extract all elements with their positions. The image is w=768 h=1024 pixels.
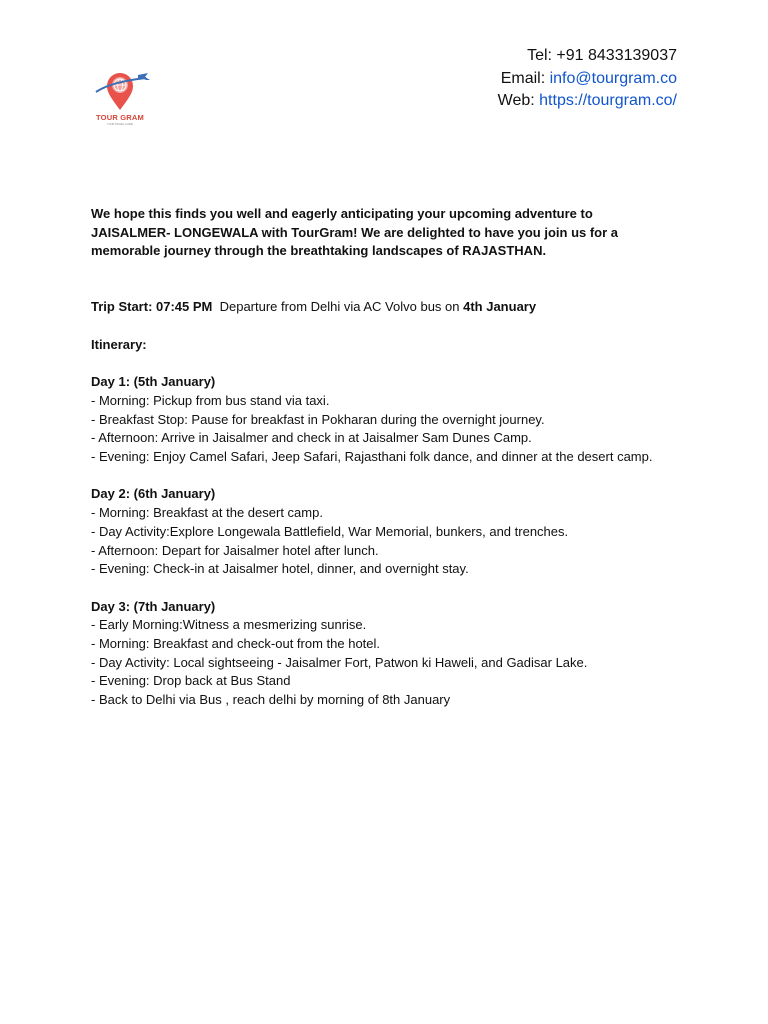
logo-pin-plane-icon bbox=[88, 66, 152, 116]
day-section bbox=[91, 485, 671, 579]
list-item: - Early Morning:Witness a mesmerizing sunrise. bbox=[91, 617, 367, 633]
email-link[interactable]: info@tourgram.co bbox=[549, 69, 677, 87]
list-item: - Afternoon: Arrive in Jaisalmer and check in at Jaisalmer Sam Dunes Camp. bbox=[91, 430, 532, 446]
day-title: Day 3: (7th January) bbox=[91, 598, 216, 614]
website-link[interactable]: https://tourgram.co/ bbox=[539, 92, 677, 109]
day-section bbox=[91, 598, 671, 710]
list-item: - Evening: Drop back at Bus Stand bbox=[91, 673, 291, 689]
list-item: - Evening: Enjoy Camel Safari, Jeep Safari, Rajasthani folk dance, and dinner at the desert camp. bbox=[91, 449, 653, 465]
trip-start-line bbox=[91, 298, 671, 317]
intro-paragraph: We hope this finds you well and eagerly anticipating your upcoming adventure to JAISALMER- LONGEWALA with TourGram! We are delighted to have you join us for a memorable journey through the breathtaking landscapes of RAJASTHAN. bbox=[91, 206, 619, 259]
contact-tel-row bbox=[498, 45, 677, 68]
list-item: - Day Activity:Explore Longewala Battlefield, War Memorial, bunkers, and trenches. bbox=[91, 523, 569, 539]
contact-block bbox=[498, 45, 677, 113]
tourgram-logo bbox=[88, 66, 152, 128]
list-item: - Back to Delhi via Bus , reach delhi by morning of 8th January bbox=[91, 692, 451, 708]
contact-web-row bbox=[498, 90, 677, 113]
day-section bbox=[91, 373, 671, 467]
list-item: - Afternoon: Depart for Jaisalmer hotel after lunch. bbox=[91, 542, 379, 558]
trip-start-date: 4th January bbox=[463, 299, 537, 315]
list-item: - Evening: Check-in at Jaisalmer hotel, dinner, and overnight stay. bbox=[91, 561, 469, 577]
tel-label: Tel: bbox=[527, 47, 557, 64]
list-item: - Morning: Breakfast and check-out from the hotel. bbox=[91, 636, 381, 652]
web-label: Web: bbox=[497, 92, 540, 109]
list-item: - Morning: Pickup from bus stand via taxi. bbox=[91, 392, 330, 408]
day-title: Day 2: (6th January) bbox=[91, 486, 216, 502]
letter-body bbox=[91, 205, 671, 710]
day-title: Day 1: (5th January) bbox=[91, 374, 216, 390]
contact-email-row bbox=[498, 68, 677, 91]
list-item: - Day Activity: Local sightseeing - Jaisalmer Fort, Patwon ki Haweli, and Gadisar Lake. bbox=[91, 654, 588, 670]
email-label: Email: bbox=[500, 69, 550, 87]
itinerary-heading: Itinerary: bbox=[91, 336, 147, 352]
list-item: - Breakfast Stop: Pause for breakfast in Pokharan during the overnight journey. bbox=[91, 411, 545, 427]
trip-start-text: Departure from Delhi via AC Volvo bus on bbox=[212, 299, 464, 315]
logo-tagline: YOUR TRAVEL GUIDE bbox=[107, 123, 133, 126]
tel-value: +91 8433139037 bbox=[556, 47, 677, 64]
list-item: - Morning: Breakfast at the desert camp. bbox=[91, 505, 323, 521]
logo-wordmark: TOUR GRAM bbox=[96, 113, 144, 122]
trip-start-label: Trip Start: 07:45 PM bbox=[91, 299, 213, 315]
